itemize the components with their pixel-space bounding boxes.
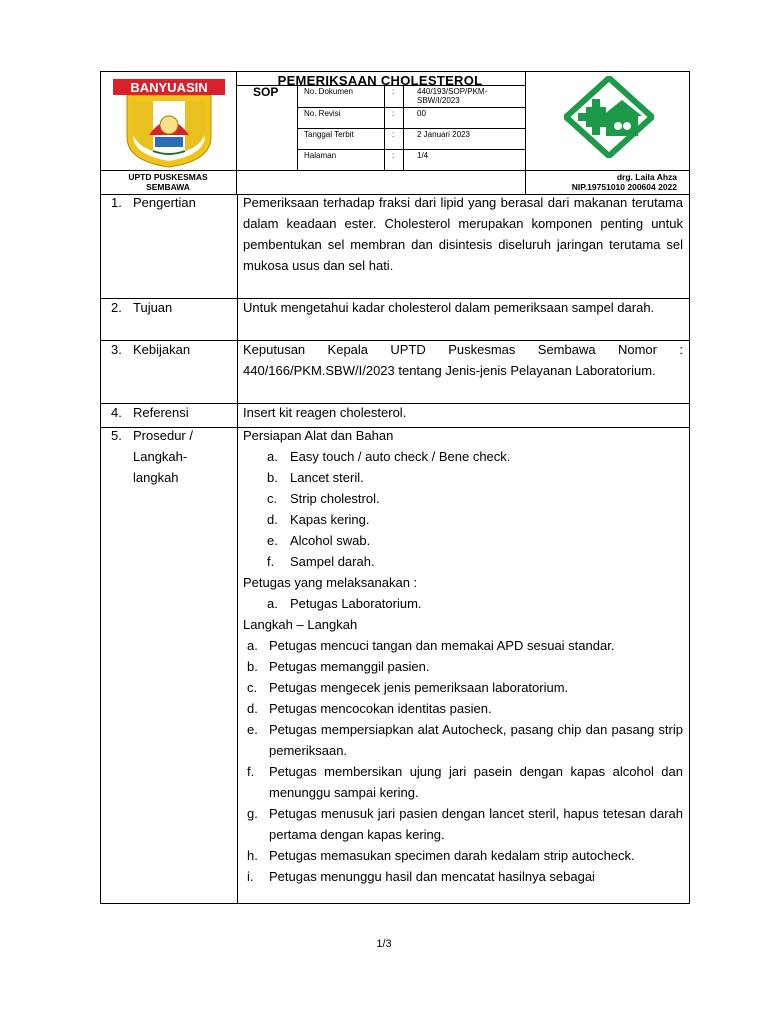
step-item: a. Petugas mencuci tangan dan memakai APD sesuai standar. [247,638,615,653]
list-item: b. Lancet steril. [267,470,364,485]
meta-value-doc-no: 440/193/SOP/PKM-SBW/I/2023 [417,87,488,105]
puskesmas-logo [564,76,654,158]
meta-value-revision: 00 [417,109,426,118]
row-label-tujuan: 2. Tujuan [111,300,173,315]
row-content-referensi: Insert kit reagen cholesterol. [243,405,407,420]
page-number: 1/3 [376,938,392,950]
list-item: d. Kapas kering. [267,512,370,527]
row-label-kebijakan: 3. Kebijakan [111,342,191,357]
list-item: c. Strip cholestrol. [267,491,380,506]
sop-body-table [100,194,690,904]
step-item: c. Petugas mengecek jenis pemeriksaan laboratorium. [247,680,569,695]
list-item: e. Alcohol swab. [267,533,371,548]
row-label-prosedur: 5. Prosedur / Langkah- langkah [111,428,193,485]
step-item: h. Petugas memasukan specimen darah kedalam strip autocheck. [247,848,635,863]
step-item: b. Petugas memanggil pasien. [247,659,430,674]
meta-label-issue-date: Tanggal Terbit [304,130,354,139]
meta-sep: : [392,151,395,160]
row-content-prosedur [243,425,683,887]
signatory [572,172,677,192]
staff-heading: Petugas yang melaksanakan : [243,575,418,590]
meta-sep: : [392,130,395,139]
meta-sep: : [392,87,395,96]
row-content-pengertian: Pemeriksaan terhadap fraksi dari lipid yang berasal dari makanan terutama dalam keadaan ester. Cholesterol merupakan komponen penting untuk pembentukan sel membran dan disintesis diseluruh jaringan terutama sel mukosa usus dan sel hati. [243,195,683,273]
step-item: i. Petugas menunggu hasil dan mencatat hasilnya sebagai [247,869,595,884]
meta-sep: : [392,109,395,118]
steps-heading: Langkah – Langkah [243,617,358,632]
row-content-kebijakan: Keputusan Kepala UPTD Puskesmas Sembawa Nomor : 440/166/PKM.SBW/I/2023 tentang Jenis-jenis Pelayanan Laboratorium. [243,342,683,378]
meta-label-doc-no: No. Dokumen [304,87,353,96]
row-label-pengertian: 1. Pengertian [111,195,196,210]
row-label-referensi: 4. Referensi [111,405,189,420]
step-item: f. Petugas membersikan ujung jari pasein dengan kapas alcohol dan menunggu sampai kering. [247,764,683,800]
page-title: PEMERIKSAAN CHOLESTEROL [277,73,483,88]
list-item: a. Petugas Laboratorium. [267,596,422,611]
step-item: g. Petugas menusuk jari pasien dengan lancet steril, hapus tetesan darah pertama dengan kapas kering. [247,806,683,842]
unit-name: UPTD PUSKESMAS SEMBAWA [128,172,208,192]
meta-value-issue-date: 2 Januari 2023 [417,130,470,139]
banner-text: BANYUASIN [130,80,208,95]
list-item: a. Easy touch / auto check / Bene check. [267,449,511,464]
signatory-name: drg. Laila Ahza [616,172,677,182]
meta-label-revision: No. Revisi [304,109,341,118]
signatory-nip: NIP.19751010 200604 2022 [571,182,677,192]
step-item: d. Petugas mencocokan identitas pasien. [247,701,492,716]
tools-heading: Persiapan Alat dan Bahan [243,428,394,443]
sop-header [100,71,690,195]
row-content-tujuan: Untuk mengetahui kadar cholesterol dalam pemeriksaan sampel darah. [243,300,655,315]
meta-value-page: 1/4 [417,151,429,160]
meta-label-page: Halaman [304,151,337,160]
sop-label: SOP [253,85,279,99]
banyuasin-regency-emblem [113,77,225,169]
list-item: f. Sampel darah. [267,554,375,569]
step-item: e. Petugas mempersiapkan alat Autocheck, pasang chip dan pasang strip pemeriksaan. [247,722,683,758]
